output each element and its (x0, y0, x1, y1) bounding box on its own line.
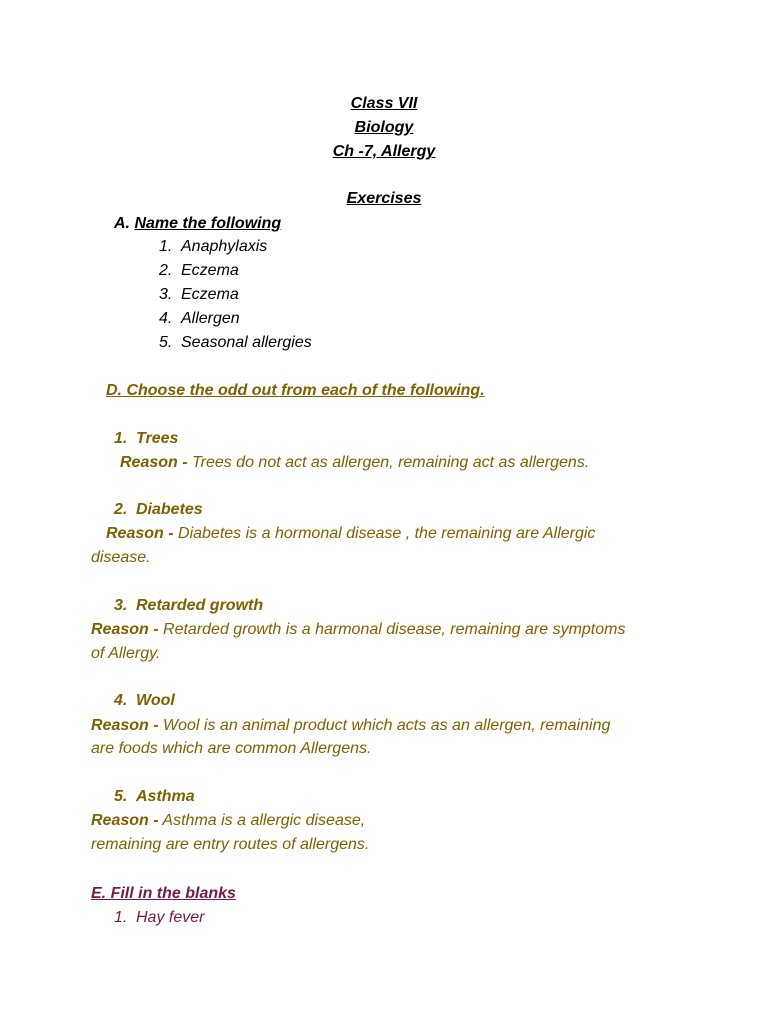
answer-number: 4. (114, 692, 128, 709)
answer-text: Retarded growth (136, 597, 264, 614)
answer-item (114, 500, 203, 520)
reason-text: Diabetes is a hormonal disease , the remaining are Allergic (173, 525, 596, 542)
reason-line (120, 453, 589, 473)
list-item (159, 333, 312, 353)
list-item (159, 309, 240, 329)
answer-item (114, 691, 175, 711)
reason-continuation: of Allergy. (91, 645, 161, 662)
class-heading: Class VII (350, 95, 418, 112)
list-number: 3. (159, 286, 173, 303)
reason-continuation: disease. (91, 549, 151, 566)
list-item (159, 237, 267, 257)
section-d-heading: D. Choose the odd out from each of the following. (106, 382, 485, 399)
section-a-heading (114, 214, 281, 234)
reason-continuation: remaining are entry routes of allergens. (91, 836, 370, 853)
answer-item (114, 429, 178, 449)
list-text: Eczema (181, 286, 239, 303)
reason-line (91, 716, 610, 736)
answer-text: Wool (136, 692, 175, 709)
chapter-heading: Ch -7, Allergy (332, 143, 436, 160)
reason-text: Retarded growth is a harmonal disease, remaining are symptoms (158, 621, 626, 638)
reason-label: Reason - (106, 525, 174, 542)
list-text: Allergen (181, 310, 240, 327)
reason-line (91, 811, 365, 831)
answer-number: 1. (114, 430, 128, 447)
reason-label: Reason - (91, 717, 159, 734)
list-item (114, 908, 204, 928)
answer-number: 5. (114, 788, 128, 805)
list-number: 1. (159, 238, 173, 255)
reason-text: Wool is an animal product which acts as an allergen, remaining (158, 717, 611, 734)
answer-item (114, 787, 195, 807)
reason-continuation: are foods which are common Allergens. (91, 740, 372, 757)
reason-label: Reason - (91, 812, 159, 829)
reason-text: Trees do not act as allergen, remaining act as allergens. (187, 454, 590, 471)
list-number: 4. (159, 310, 173, 327)
list-text: Seasonal allergies (181, 334, 312, 351)
answer-number: 3. (114, 597, 128, 614)
answer-text: Diabetes (136, 501, 203, 518)
reason-line (106, 524, 595, 544)
answer-item (114, 596, 263, 616)
reason-text: Asthma is a allergic disease, (158, 812, 366, 829)
list-text: Anaphylaxis (181, 238, 268, 255)
reason-label: Reason - (120, 454, 188, 471)
reason-line (91, 620, 625, 640)
section-e-heading: E. Fill in the blanks (91, 885, 236, 902)
answer-text: Trees (136, 430, 179, 447)
list-number: 1. (114, 909, 128, 926)
exercises-heading: Exercises (346, 190, 422, 207)
answer-text: Asthma (136, 788, 195, 805)
list-number: 2. (159, 262, 173, 279)
list-number: 5. (159, 334, 173, 351)
section-a-title: Name the following (134, 215, 282, 232)
list-item (159, 285, 239, 305)
subject-heading: Biology (354, 119, 414, 136)
answer-number: 2. (114, 501, 128, 518)
list-text: Hay fever (136, 909, 205, 926)
section-a-marker: A. (114, 215, 130, 232)
list-text: Eczema (181, 262, 239, 279)
reason-label: Reason - (91, 621, 159, 638)
list-item (159, 261, 239, 281)
